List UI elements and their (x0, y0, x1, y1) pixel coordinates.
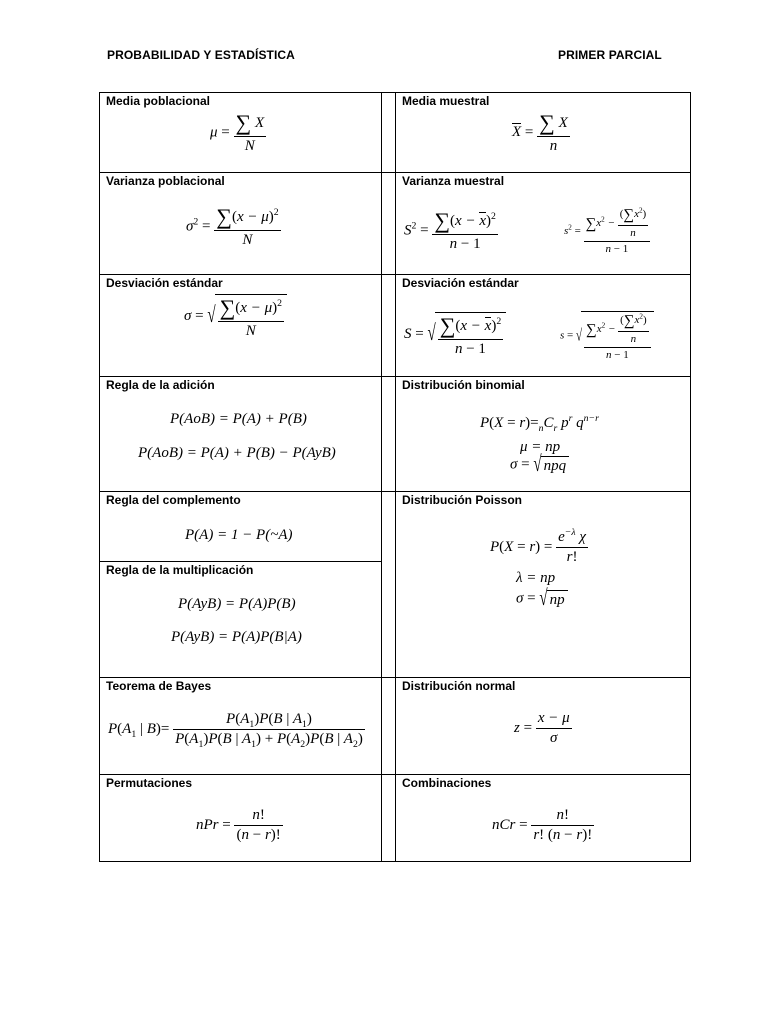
media-poblacional-formula: μ = $\frac{\sum X}{N}$ (210, 110, 265, 154)
desviacion-poblacional-title: Desviación estándar (106, 276, 223, 290)
row-divider (99, 274, 691, 275)
regla-complemento-title: Regla del complemento (106, 493, 241, 507)
media-muestral-formula: X = $\frac{\sum X}{n}$ (512, 110, 568, 154)
subject-header: PROBABILIDAD Y ESTADÍSTICA (107, 48, 295, 62)
poisson-std-formula: σ = √ np (516, 590, 568, 608)
binomial-formula: $P(X = r)=_nC_r$ $p^r$ $q^{n-r}$ (480, 413, 599, 434)
normal-formula: z = $\frac{x - \mu}{\sigma}$ (514, 710, 570, 746)
varianza-poblacional-formula: $\sigma^2$ = $\frac{\sum(x - \mu)^2}{N}$ (186, 204, 279, 248)
teorema-bayes-title: Teorema de Bayes (106, 679, 212, 693)
desviacion-muestral-title: Desviación estándar (402, 276, 519, 290)
row-divider (99, 561, 381, 562)
combination-formula: nCr = $\frac{n!}{r! (n - r)!}$ (492, 807, 593, 843)
bayes-formula: $P(A_1$ | B)= $\frac{P(A_1)P(B | A_1)}{P(A_1)P(B | A_1) + P(A_2)P(B | A_2)}$ (108, 711, 363, 750)
varianza-muestral-formula: $S^2$ = $\frac{\sum(x - x)^2}{n - 1}$ (404, 208, 496, 252)
multiplication-formula-2: P(AyB) = P(A)P(B|A) (171, 629, 302, 645)
desviacion-muestral-alt-formula: s = √ $\sum x^2$ − $\frac{(\sum x^2)}{n}$ n − 1 (560, 311, 654, 361)
poisson-formula: P(X = r) = $\frac{e^{-\lambda} \chi}{r!}$ (490, 527, 586, 565)
complement-formula: P(A) = 1 − P(~A) (185, 527, 293, 543)
exam-header: PRIMER PARCIAL (558, 48, 662, 62)
distribucion-binomial-title: Distribución binomial (402, 378, 525, 392)
regla-adicion-title: Regla de la adición (106, 378, 215, 392)
varianza-muestral-title: Varianza muestral (402, 174, 505, 188)
distribucion-normal-title: Distribución normal (402, 679, 516, 693)
permutation-formula: nPr = $\frac{n!}{(n - r)!}$ (196, 807, 281, 843)
addition-formula-1: P(AoB) = P(A) + P(B) (170, 411, 307, 427)
varianza-muestral-alt-formula: $s^2$ = $\sum x^2$ − $\frac{(\sum x^2)}{n}$ n − 1 (564, 208, 650, 255)
media-poblacional-title: Media poblacional (106, 94, 211, 108)
row-divider (99, 172, 691, 173)
varianza-poblacional-title: Varianza poblacional (106, 174, 225, 188)
multiplication-formula-1: P(AyB) = P(A)P(B) (178, 596, 296, 612)
binomial-std-formula: σ = √ npq (510, 456, 569, 474)
desviacion-poblacional-formula: σ = √ $\frac{\sum(x - \mu)^2}{N}$ (184, 294, 287, 339)
desviacion-muestral-formula: S = √ $\frac{\sum(x - x)^2}{n - 1}$ (404, 312, 506, 357)
row-divider (99, 677, 691, 678)
column-divider-right (395, 92, 396, 862)
column-divider-left (381, 92, 382, 862)
row-divider (99, 376, 691, 377)
row-divider (99, 774, 691, 775)
distribucion-poisson-title: Distribución Poisson (402, 493, 523, 507)
combinaciones-title: Combinaciones (402, 776, 492, 790)
media-muestral-title: Media muestral (402, 94, 490, 108)
addition-formula-2: P(AoB) = P(A) + P(B) − P(AyB) (138, 445, 336, 461)
row-divider (99, 491, 691, 492)
permutaciones-title: Permutaciones (106, 776, 193, 790)
binomial-mean-formula: μ = np (520, 439, 561, 455)
regla-multiplicacion-title: Regla de la multiplicación (106, 563, 254, 577)
poisson-mean-formula: λ = np (516, 570, 556, 586)
